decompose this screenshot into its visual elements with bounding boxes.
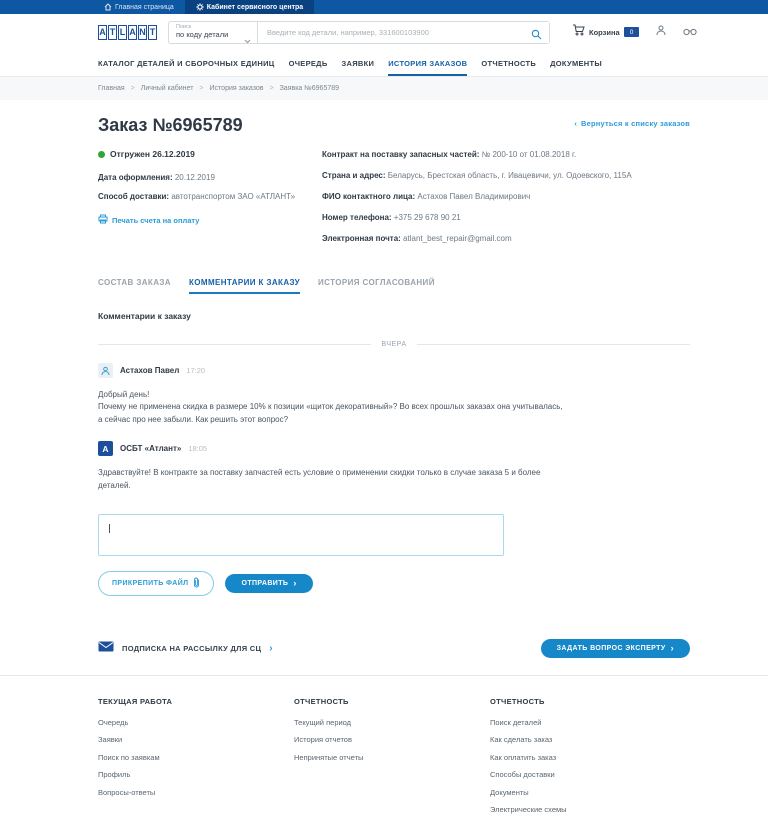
topbar-cabinet-link[interactable] [185,0,314,14]
topbar-home-link[interactable] [93,0,185,14]
avatar: A [98,441,113,456]
comment-input-wrap [98,514,504,556]
tab-order-contents[interactable]: СОСТАВ ЗАКАЗА [98,278,171,287]
page-title: Заказ №6965789 [98,115,243,135]
comment-author: ОСБТ «Атлант» [120,444,182,454]
status-dot [98,151,105,158]
footer-col-help: ОТЧЕТНОСТЬ Поиск деталей Как сделать заказ Как оплатить заказ Способы доставки Документы Электрические схемы [490,697,686,823]
footer-col-current-work: ТЕКУЩАЯ РАБОТА Очередь Заявки Поиск по заявкам Профиль Вопросы-ответы [98,697,294,823]
comment-text: Добрый день! Почему не применена скидка в размере 10% к позиции «щиток декоративный»? Во всех прошлых заказах она учитывалась, а сейчас про нее забыли. Как решить этот вопрос? [98,390,563,424]
status-badge: Отгружен 26.12.2019 [110,149,195,159]
cart-button[interactable] [572,23,639,41]
envelope-icon [98,639,114,657]
footer-link-current-period[interactable]: Текущий период [294,717,352,727]
main-nav [0,50,768,76]
search-input-wrap [258,21,550,44]
delivery-method-row: Способ доставки: автотранспортом ЗАО «АТЛАНТ» [98,192,296,201]
breadcrumb-home[interactable]: Главная [98,85,125,92]
chevron-right-icon: › [269,642,273,654]
top-utility-bar [0,0,768,14]
send-button[interactable]: ОТПРАВИТЬ › [225,574,312,593]
nav-reporting[interactable]: ОТЧЕТНОСТЬ [481,58,537,68]
binoculars-icon [683,23,697,41]
breadcrumb-separator: > [199,85,204,92]
logo-letter: A [128,25,137,40]
subscribe-link[interactable]: ПОДПИСКА НА РАССЫЛКУ ДЛЯ СЦ › [98,639,273,657]
nav-queue[interactable]: ОЧЕРЕДЬ [288,58,328,68]
footer-link-profile[interactable]: Профиль [98,770,131,780]
comments-heading: Комментарии к заказу [98,311,191,321]
breadcrumb-separator: > [269,85,274,92]
comment-time: 18:05 [188,444,208,454]
breadcrumb [0,76,768,100]
breadcrumb-order-history[interactable]: История заказов [209,85,264,92]
search-select-value: по коду детали [176,29,229,39]
text-caret [109,524,110,533]
main-content [98,115,690,658]
logo-letter: T [148,25,157,40]
comment-item [98,441,690,492]
nav-documents[interactable]: ДОКУМЕНТЫ [550,58,603,68]
breadcrumb-current: Заявка №6965789 [279,85,340,92]
day-divider [98,341,690,348]
home-icon [104,3,112,11]
chevron-left-icon: ‹ [574,119,578,128]
cart-label: Корзина [589,27,620,37]
contact-details [322,149,690,254]
contract-row: Контракт на поставку запасных частей: № 200-10 от 01.08.2018 г. [322,150,577,159]
logo-letter: L [118,25,127,40]
ask-expert-button[interactable]: ЗАДАТЬ ВОПРОС ЭКСПЕРТУ › [541,639,690,658]
nav-catalog[interactable]: КАТАЛОГ ДЕТАЛЕЙ И СБОРОЧНЫХ ЕДИНИЦ [98,58,275,68]
logo-letter: T [108,25,117,40]
chevron-right-icon: › [293,578,297,589]
order-summary [98,149,322,254]
footer-link-faq[interactable]: Вопросы-ответы [98,787,156,797]
order-tabs [98,278,690,294]
footer-link-report-history[interactable]: История отчетов [294,735,352,745]
search-group [168,21,550,44]
footer-link-how-to-pay[interactable]: Как оплатить заказ [490,752,557,762]
gear-icon [196,3,204,11]
tab-order-comments[interactable]: КОММЕНТАРИИ К ЗАКАЗУ [189,278,300,294]
header [0,14,768,50]
back-to-orders-link[interactable]: ‹ Вернуться к списку заказов [574,119,690,128]
chevron-right-icon: › [670,643,674,654]
paperclip-icon [193,577,200,590]
comment-author: Астахов Павел [120,366,180,375]
logo-letter: A [98,25,107,40]
footer-link-requests[interactable]: Заявки [98,735,123,745]
breadcrumb-separator: > [130,85,135,92]
search-select-label: Поиск [176,23,192,30]
chevron-down-icon [244,31,251,49]
header-actions [572,23,697,41]
atlant-logo[interactable] [98,25,157,40]
footer-link-queue[interactable]: Очередь [98,717,129,727]
footer-link-documents[interactable]: Документы [490,787,529,797]
footer-link-electrical-schemes[interactable]: Электрические схемы [490,805,567,815]
search-type-select[interactable] [168,21,258,44]
comment-item [98,363,690,426]
print-invoice-link[interactable]: Печать счета на оплату [98,214,322,226]
footer [0,675,768,823]
user-icon [656,23,666,41]
parts-search-button[interactable] [683,23,697,41]
user-profile-button[interactable] [656,23,666,41]
footer-link-how-to-order[interactable]: Как сделать заказ [490,735,553,745]
logo-letter: N [138,25,147,40]
nav-requests[interactable]: ЗАЯВКИ [341,58,375,68]
phone-row: Номер телефона: +375 29 678 90 21 [322,213,461,222]
tab-approval-history[interactable]: ИСТОРИЯ СОГЛАСОВАНИЙ [318,278,435,287]
cart-icon [572,23,585,41]
topbar-home-label: Главная страница [115,3,174,11]
order-date-row: Дата оформления: 20.12.2019 [98,173,215,182]
comment-input[interactable] [99,515,503,555]
contact-name-row: ФИО контактного лица: Астахов Павел Владимирович [322,192,531,201]
comment-text: Здравствуйте! В контракте за поставку запчастей есть условие о применении скидки только в случае заказа 5 и более деталей. [98,468,541,490]
breadcrumb-cabinet[interactable]: Личный кабинет [140,85,194,92]
footer-link-rejected-reports[interactable]: Непринятые отчеты [294,752,364,762]
topbar-cabinet-label: Кабинет сервисного центра [206,3,304,11]
email-row: Электронная почта: atlant_best_repair@gmail.com [322,234,512,243]
comment-time: 17:20 [186,366,206,375]
search-input[interactable] [258,22,549,43]
footer-col-reporting: ОТЧЕТНОСТЬ Текущий период История отчетов Непринятые отчеты [294,697,490,823]
nav-order-history[interactable]: ИСТОРИЯ ЗАКАЗОВ [388,50,467,76]
footer-link-delivery-methods[interactable]: Способы доставки [490,770,555,780]
attach-file-button[interactable]: ПРИКРЕПИТЬ ФАЙЛ [98,571,214,596]
cart-count-badge: 0 [624,27,640,37]
address-row: Страна и адрес: Беларусь, Брестская область, г. Ивацевичи, ул. Одоевского, 115А [322,171,632,180]
footer-link-part-search[interactable]: Поиск деталей [490,717,542,727]
day-divider-label: ВЧЕРА [381,341,407,348]
search-icon[interactable] [531,27,542,45]
footer-link-request-search[interactable]: Поиск по заявкам [98,752,160,762]
printer-icon [98,214,108,226]
avatar [98,363,113,378]
